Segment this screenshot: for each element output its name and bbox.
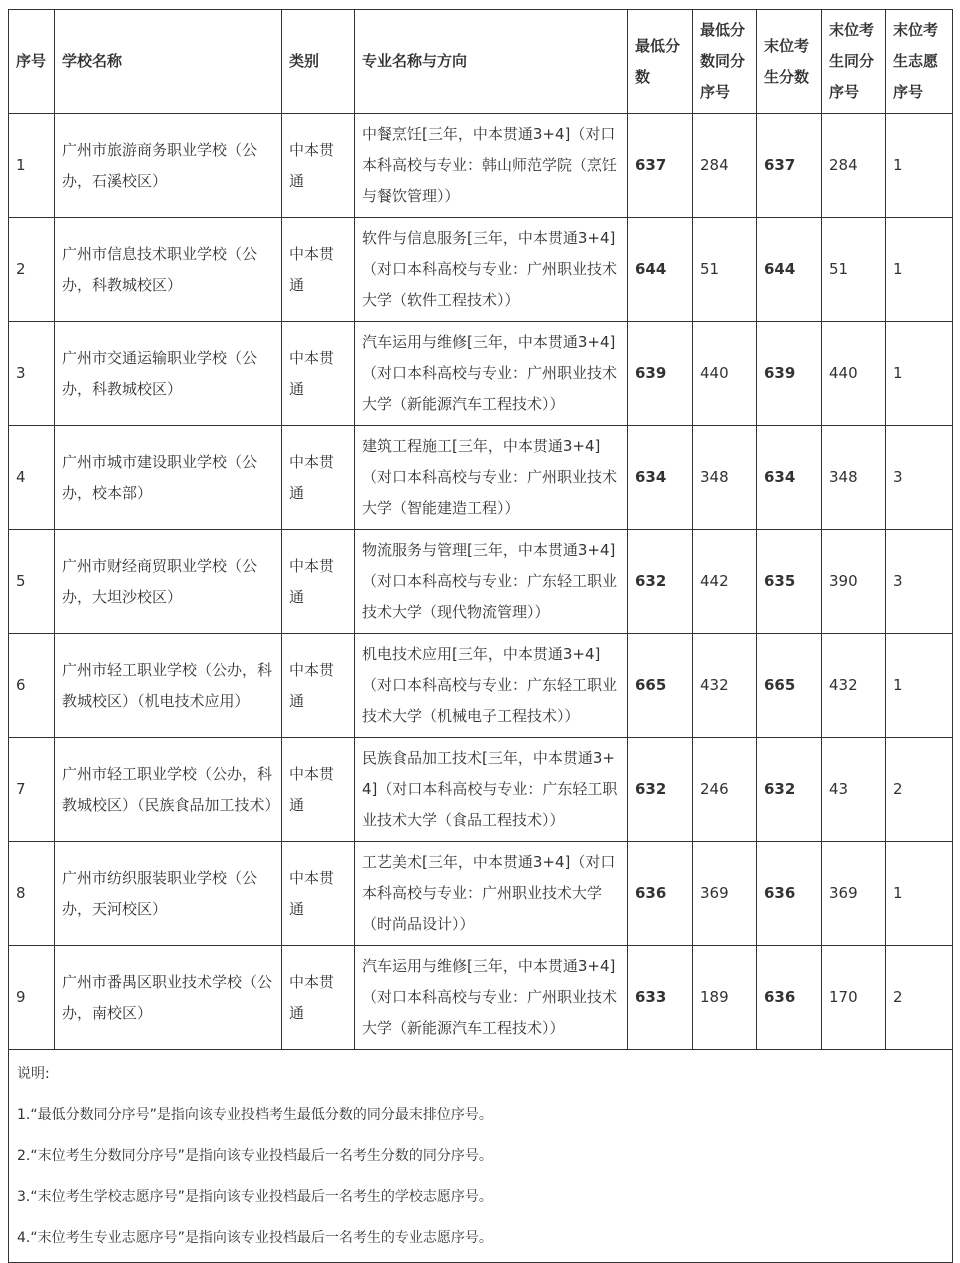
last-score-rank: 432 xyxy=(822,634,886,738)
row-index: 6 xyxy=(9,634,55,738)
school-name: 广州市交通运输职业学校（公办，科教城校区） xyxy=(55,322,282,426)
school-name: 广州市纺织服装职业学校（公办，天河校区） xyxy=(55,842,282,946)
note-item: 4.“末位考生专业志愿序号”是指向该专业投档最后一名考生的专业志愿序号。 xyxy=(17,1230,493,1246)
table-row xyxy=(9,218,953,322)
last-score: 635 xyxy=(757,530,822,634)
school-name: 广州市番禺区职业技术学校（公办，南校区） xyxy=(55,946,282,1050)
school-name: 广州市城市建设职业学校（公办，校本部） xyxy=(55,426,282,530)
min-score: 639 xyxy=(628,322,693,426)
header-cell: 末位考生志愿序号 xyxy=(886,10,953,114)
min-score: 633 xyxy=(628,946,693,1050)
row-index: 8 xyxy=(9,842,55,946)
min-score: 636 xyxy=(628,842,693,946)
major-direction: 机电技术应用[三年，中本贯通3+4]（对口本科高校与专业：广东轻工职业技术大学（机械电子工程技术）） xyxy=(355,634,628,738)
note-item: 2.“末位考生分数同分序号”是指向该专业投档最后一名考生分数的同分序号。 xyxy=(17,1148,493,1164)
last-score-rank: 348 xyxy=(822,426,886,530)
header-cell: 学校名称 xyxy=(55,10,282,114)
category: 中本贯通 xyxy=(282,426,355,530)
table-row xyxy=(9,426,953,530)
min-score: 644 xyxy=(628,218,693,322)
header-cell: 序号 xyxy=(9,10,55,114)
min-score-rank: 432 xyxy=(693,634,757,738)
table-row xyxy=(9,738,953,842)
header-cell: 最低分数同分序号 xyxy=(693,10,757,114)
note-item: 1.“最低分数同分序号”是指向该专业投档考生最低分数的同分最末排位序号。 xyxy=(17,1107,493,1123)
category: 中本贯通 xyxy=(282,946,355,1050)
min-score-rank: 369 xyxy=(693,842,757,946)
min-score: 637 xyxy=(628,114,693,218)
row-index: 3 xyxy=(9,322,55,426)
min-score-rank: 442 xyxy=(693,530,757,634)
category: 中本贯通 xyxy=(282,322,355,426)
row-index: 5 xyxy=(9,530,55,634)
min-score-rank: 51 xyxy=(693,218,757,322)
school-name: 广州市财经商贸职业学校（公办，大坦沙校区） xyxy=(55,530,282,634)
table-row xyxy=(9,114,953,218)
category: 中本贯通 xyxy=(282,842,355,946)
note-item: 3.“末位考生学校志愿序号”是指向该专业投档最后一名考生的学校志愿序号。 xyxy=(17,1189,493,1205)
major-direction: 汽车运用与维修[三年，中本贯通3+4]（对口本科高校与专业：广州职业技术大学（新能源汽车工程技术）） xyxy=(355,946,628,1050)
row-index: 4 xyxy=(9,426,55,530)
major-direction: 工艺美术[三年，中本贯通3+4]（对口本科高校与专业：广州职业技术大学（时尚品设计）） xyxy=(355,842,628,946)
last-preference-no: 2 xyxy=(886,738,953,842)
last-score: 665 xyxy=(757,634,822,738)
last-score: 636 xyxy=(757,842,822,946)
last-score: 632 xyxy=(757,738,822,842)
school-name: 广州市信息技术职业学校（公办，科教城校区） xyxy=(55,218,282,322)
last-score: 637 xyxy=(757,114,822,218)
min-score: 665 xyxy=(628,634,693,738)
min-score-rank: 440 xyxy=(693,322,757,426)
school-name: 广州市旅游商务职业学校（公办，石溪校区） xyxy=(55,114,282,218)
table-row xyxy=(9,530,953,634)
last-score: 644 xyxy=(757,218,822,322)
header-cell: 末位考生同分序号 xyxy=(822,10,886,114)
header-cell: 专业名称与方向 xyxy=(355,10,628,114)
table-row xyxy=(9,842,953,946)
major-direction: 中餐烹饪[三年，中本贯通3+4]（对口本科高校与专业：韩山师范学院（烹饪与餐饮管理）） xyxy=(355,114,628,218)
last-preference-no: 1 xyxy=(886,218,953,322)
last-preference-no: 3 xyxy=(886,530,953,634)
last-preference-no: 1 xyxy=(886,634,953,738)
row-index: 7 xyxy=(9,738,55,842)
last-preference-no: 1 xyxy=(886,322,953,426)
header-cell: 末位考生分数 xyxy=(757,10,822,114)
admission-score-table xyxy=(8,9,953,1263)
last-preference-no: 1 xyxy=(886,842,953,946)
last-score-rank: 284 xyxy=(822,114,886,218)
header-cell: 类别 xyxy=(282,10,355,114)
table-header-row xyxy=(9,10,953,114)
min-score: 632 xyxy=(628,530,693,634)
min-score: 632 xyxy=(628,738,693,842)
last-score-rank: 51 xyxy=(822,218,886,322)
major-direction: 物流服务与管理[三年，中本贯通3+4]（对口本科高校与专业：广东轻工职业技术大学（现代物流管理）） xyxy=(355,530,628,634)
last-score-rank: 440 xyxy=(822,322,886,426)
school-name: 广州市轻工职业学校（公办，科教城校区）（民族食品加工技术） xyxy=(55,738,282,842)
min-score-rank: 284 xyxy=(693,114,757,218)
category: 中本贯通 xyxy=(282,530,355,634)
category: 中本贯通 xyxy=(282,218,355,322)
school-name: 广州市轻工职业学校（公办，科教城校区）（机电技术应用） xyxy=(55,634,282,738)
notes-cell xyxy=(9,1050,953,1263)
min-score-rank: 189 xyxy=(693,946,757,1050)
last-score-rank: 390 xyxy=(822,530,886,634)
table-row xyxy=(9,322,953,426)
category: 中本贯通 xyxy=(282,634,355,738)
header-cell: 最低分数 xyxy=(628,10,693,114)
last-score-rank: 43 xyxy=(822,738,886,842)
min-score-rank: 348 xyxy=(693,426,757,530)
table-row xyxy=(9,634,953,738)
category: 中本贯通 xyxy=(282,114,355,218)
row-index: 1 xyxy=(9,114,55,218)
major-direction: 软件与信息服务[三年，中本贯通3+4]（对口本科高校与专业：广州职业技术大学（软件工程技术）） xyxy=(355,218,628,322)
notes-title: 说明: xyxy=(17,1066,50,1082)
notes-row xyxy=(9,1050,953,1263)
min-score-rank: 246 xyxy=(693,738,757,842)
last-score: 636 xyxy=(757,946,822,1050)
last-score: 634 xyxy=(757,426,822,530)
category: 中本贯通 xyxy=(282,738,355,842)
last-score-rank: 369 xyxy=(822,842,886,946)
min-score: 634 xyxy=(628,426,693,530)
major-direction: 建筑工程施工[三年，中本贯通3+4]（对口本科高校与专业：广州职业技术大学（智能建造工程）） xyxy=(355,426,628,530)
row-index: 9 xyxy=(9,946,55,1050)
last-preference-no: 2 xyxy=(886,946,953,1050)
last-score-rank: 170 xyxy=(822,946,886,1050)
row-index: 2 xyxy=(9,218,55,322)
last-preference-no: 1 xyxy=(886,114,953,218)
major-direction: 民族食品加工技术[三年，中本贯通3+4]（对口本科高校与专业：广东轻工职业技术大学（食品工程技术）） xyxy=(355,738,628,842)
table-row xyxy=(9,946,953,1050)
last-score: 639 xyxy=(757,322,822,426)
major-direction: 汽车运用与维修[三年，中本贯通3+4]（对口本科高校与专业：广州职业技术大学（新能源汽车工程技术）） xyxy=(355,322,628,426)
last-preference-no: 3 xyxy=(886,426,953,530)
